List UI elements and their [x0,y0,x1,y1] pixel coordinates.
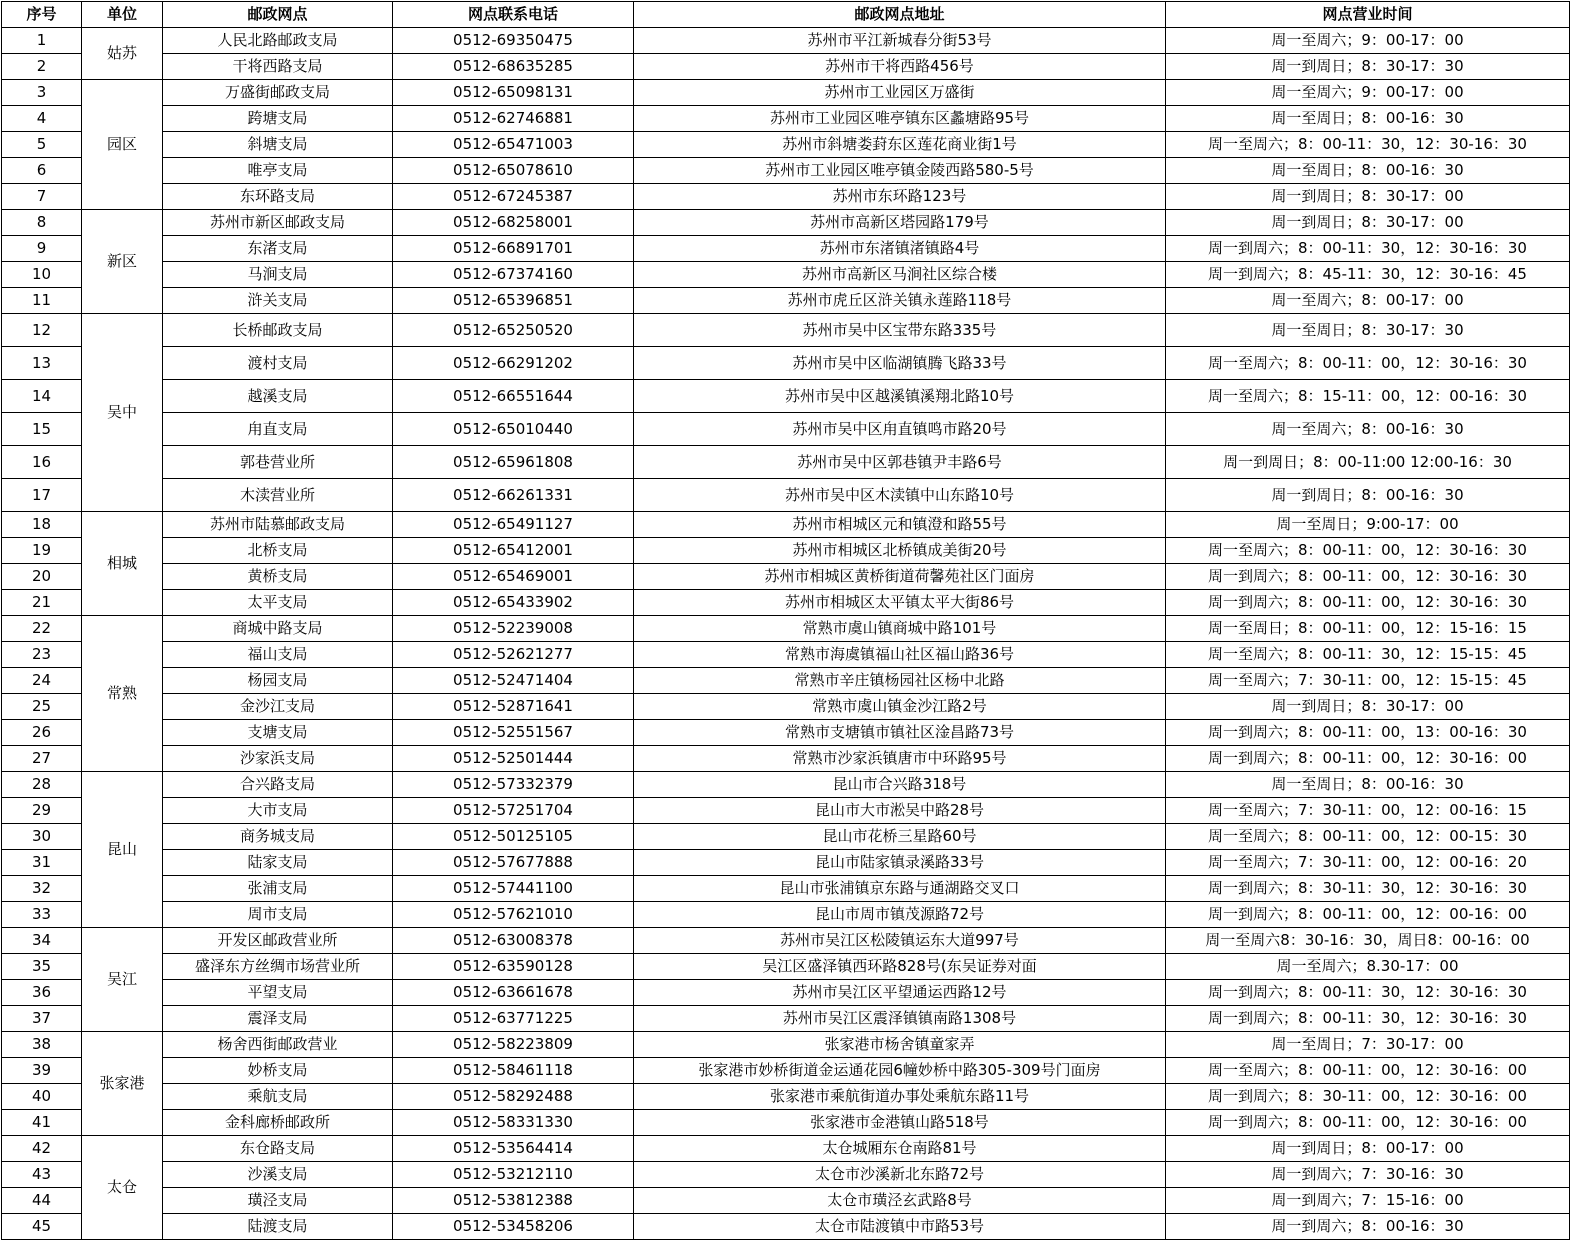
office-address: 昆山市陆家镇录溪路33号 [634,850,1166,876]
office-address: 苏州市吴江区平望通运西路12号 [634,980,1166,1006]
table-row [2,236,1570,262]
office-name: 唯亭支局 [163,158,393,184]
row-number: 1 [2,28,82,54]
table-body [2,28,1570,1240]
office-address: 苏州市平江新城春分街53号 [634,28,1166,54]
office-name: 陆渡支局 [163,1214,393,1240]
office-phone: 0512-67245387 [393,184,634,210]
row-number: 3 [2,80,82,106]
office-address: 苏州市相城区黄桥街道荷馨苑社区门面房 [634,564,1166,590]
office-name: 沙家浜支局 [163,746,393,772]
office-phone: 0512-65098131 [393,80,634,106]
office-phone: 0512-52871641 [393,694,634,720]
office-hours: 周一到周日；8：00-11:00 12:00-16：30 [1166,446,1570,479]
row-number: 4 [2,106,82,132]
unit-cell: 新区 [82,210,163,314]
office-name: 张浦支局 [163,876,393,902]
office-hours: 周一至周六；7：30-11：00，12：15-15：45 [1166,668,1570,694]
row-number: 22 [2,616,82,642]
office-phone: 0512-57251704 [393,798,634,824]
office-hours: 周一至周日；9:00-17：00 [1166,512,1570,538]
office-phone: 0512-53212110 [393,1162,634,1188]
office-phone: 0512-58331330 [393,1110,634,1136]
table-row [2,538,1570,564]
table-row [2,413,1570,446]
table-row [2,1188,1570,1214]
office-address: 常熟市海虞镇福山社区福山路36号 [634,642,1166,668]
table-row [2,564,1570,590]
office-phone: 0512-65469001 [393,564,634,590]
office-phone: 0512-65961808 [393,446,634,479]
row-number: 38 [2,1032,82,1058]
office-name: 木渎营业所 [163,479,393,512]
office-hours: 周一至周六；8：00-11：00，12：30-16：30 [1166,538,1570,564]
office-phone: 0512-65078610 [393,158,634,184]
row-number: 39 [2,1058,82,1084]
office-address: 昆山市花桥三星路60号 [634,824,1166,850]
row-number: 19 [2,538,82,564]
office-name: 万盛街邮政支局 [163,80,393,106]
office-name: 斜塘支局 [163,132,393,158]
row-number: 35 [2,954,82,980]
row-number: 33 [2,902,82,928]
row-number: 27 [2,746,82,772]
office-phone: 0512-69350475 [393,28,634,54]
table-row [2,184,1570,210]
unit-cell: 太仓 [82,1136,163,1240]
office-hours: 周一到周日；8：00-16：30 [1166,479,1570,512]
office-address: 常熟市虞山镇金沙江路2号 [634,694,1166,720]
office-name: 浒关支局 [163,288,393,314]
office-phone: 0512-57621010 [393,902,634,928]
office-phone: 0512-65010440 [393,413,634,446]
row-number: 11 [2,288,82,314]
office-phone: 0512-66291202 [393,347,634,380]
office-hours: 周一到周六；8：00-11：00，12：30-16：30 [1166,590,1570,616]
office-address: 苏州市吴中区临湖镇腾飞路33号 [634,347,1166,380]
office-name: 妙桥支局 [163,1058,393,1084]
office-name: 金沙江支局 [163,694,393,720]
office-address: 张家港市妙桥街道金运通花园6幢妙桥中路305-309号门面房 [634,1058,1166,1084]
office-address: 苏州市东渚镇渚镇路4号 [634,236,1166,262]
office-address: 苏州市吴江区震泽镇镇南路1308号 [634,1006,1166,1032]
table-row [2,616,1570,642]
office-hours: 周一至周六；8：00-11：30，12：15-15：45 [1166,642,1570,668]
office-phone: 0512-66551644 [393,380,634,413]
table-row [2,694,1570,720]
office-name: 乘航支局 [163,1084,393,1110]
office-name: 太平支局 [163,590,393,616]
unit-cell: 园区 [82,80,163,210]
office-hours: 周一到周六；8：00-11：30，12：30-16：30 [1166,236,1570,262]
office-hours: 周一到周六；8：00-16：30 [1166,1214,1570,1240]
office-address: 太仓城厢东仓南路81号 [634,1136,1166,1162]
table-row [2,1058,1570,1084]
office-hours: 周一至周六；8：00-11：00，12：00-15：30 [1166,824,1570,850]
office-name: 杨园支局 [163,668,393,694]
office-hours: 周一至周日；7：30-17：00 [1166,1032,1570,1058]
row-number: 34 [2,928,82,954]
table-row [2,668,1570,694]
office-phone: 0512-58292488 [393,1084,634,1110]
office-name: 沙溪支局 [163,1162,393,1188]
table-row [2,54,1570,80]
office-hours: 周一至周六；8：00-16：30 [1166,413,1570,446]
row-number: 21 [2,590,82,616]
office-name: 璜泾支局 [163,1188,393,1214]
office-name: 苏州市新区邮政支局 [163,210,393,236]
office-hours: 周一至周六；8.30-17：00 [1166,954,1570,980]
office-address: 苏州市工业园区万盛街 [634,80,1166,106]
office-phone: 0512-63008378 [393,928,634,954]
row-number: 23 [2,642,82,668]
office-phone: 0512-63590128 [393,954,634,980]
office-phone: 0512-67374160 [393,262,634,288]
office-address: 太仓市沙溪新北东路72号 [634,1162,1166,1188]
row-number: 17 [2,479,82,512]
office-name: 马涧支局 [163,262,393,288]
table-row [2,928,1570,954]
table-row [2,132,1570,158]
row-number: 31 [2,850,82,876]
office-address: 苏州市相城区元和镇澄和路55号 [634,512,1166,538]
table-row [2,824,1570,850]
office-hours: 周一至周日；8：00-16：30 [1166,772,1570,798]
office-address: 苏州市吴中区越溪镇溪翔北路10号 [634,380,1166,413]
table-row [2,106,1570,132]
table-row [2,158,1570,184]
table-row [2,720,1570,746]
row-number: 6 [2,158,82,184]
table-row [2,642,1570,668]
office-name: 商务城支局 [163,824,393,850]
row-number: 15 [2,413,82,446]
table-row [2,1110,1570,1136]
office-address: 常熟市支塘镇市镇社区淦昌路73号 [634,720,1166,746]
office-hours: 周一到周六；8：00-11：00，12：30-16：00 [1166,1110,1570,1136]
header-name: 邮政网点 [163,2,393,28]
office-address: 太仓市陆渡镇中市路53号 [634,1214,1166,1240]
office-hours: 周一到周日；8：00-17：00 [1166,1136,1570,1162]
office-phone: 0512-52551567 [393,720,634,746]
table-row [2,850,1570,876]
office-hours: 周一到周六；8：00-11：00，12：30-16：00 [1166,746,1570,772]
office-name: 商城中路支局 [163,616,393,642]
office-phone: 0512-57677888 [393,850,634,876]
office-hours: 周一到周六；8：30-11：30，12：30-16：30 [1166,876,1570,902]
office-address: 苏州市吴中区宝带东路335号 [634,314,1166,347]
office-hours: 周一至周六；7：30-11：00，12：00-16：15 [1166,798,1570,824]
table-row [2,262,1570,288]
office-address: 苏州市工业园区唯亭镇金陵西路580-5号 [634,158,1166,184]
table-row [2,314,1570,347]
unit-cell: 吴江 [82,928,163,1032]
row-number: 2 [2,54,82,80]
row-number: 44 [2,1188,82,1214]
office-phone: 0512-53458206 [393,1214,634,1240]
row-number: 9 [2,236,82,262]
office-phone: 0512-57441100 [393,876,634,902]
office-address: 苏州市吴中区甪直镇鸣市路20号 [634,413,1166,446]
office-address: 昆山市张浦镇京东路与通湖路交叉口 [634,876,1166,902]
office-address: 苏州市东环路123号 [634,184,1166,210]
office-hours: 周一到周日；8：30-17：00 [1166,184,1570,210]
office-hours: 周一到周日；8：30-17：30 [1166,54,1570,80]
office-name: 东渚支局 [163,236,393,262]
table-row [2,380,1570,413]
office-name: 东仓路支局 [163,1136,393,1162]
office-phone: 0512-58461118 [393,1058,634,1084]
row-number: 7 [2,184,82,210]
office-phone: 0512-52501444 [393,746,634,772]
office-phone: 0512-52471404 [393,668,634,694]
office-name: 开发区邮政营业所 [163,928,393,954]
row-number: 13 [2,347,82,380]
unit-cell: 张家港 [82,1032,163,1136]
office-address: 苏州市斜塘娄葑东区莲花商业街1号 [634,132,1166,158]
office-phone: 0512-68258001 [393,210,634,236]
office-hours: 周一至周六；9：00-17：00 [1166,28,1570,54]
table-row [2,28,1570,54]
office-phone: 0512-68635285 [393,54,634,80]
office-hours: 周一至周六；8：00-11：00，12：30-16：30 [1166,347,1570,380]
header-hours: 网点营业时间 [1166,2,1570,28]
office-name: 福山支局 [163,642,393,668]
office-address: 昆山市大市淞吴中路28号 [634,798,1166,824]
row-number: 12 [2,314,82,347]
post-office-table [1,1,1570,1240]
office-address: 苏州市吴中区木渎镇中山东路10号 [634,479,1166,512]
table-row [2,902,1570,928]
unit-cell: 吴中 [82,314,163,512]
office-phone: 0512-65433902 [393,590,634,616]
office-address: 苏州市吴江区松陵镇运东大道997号 [634,928,1166,954]
table-row [2,512,1570,538]
office-hours: 周一到周日；8：30-17：00 [1166,210,1570,236]
row-number: 10 [2,262,82,288]
row-number: 16 [2,446,82,479]
row-number: 42 [2,1136,82,1162]
office-hours: 周一到周六；8：00-11：30，12：30-16：30 [1166,1006,1570,1032]
header-row [2,2,1570,28]
office-hours: 周一至周六；8：00-17：00 [1166,288,1570,314]
office-hours: 周一至周六8：30-16：30，周日8：00-16：00 [1166,928,1570,954]
unit-cell: 相城 [82,512,163,616]
header-phone: 网点联系电话 [393,2,634,28]
table-row [2,479,1570,512]
header-address: 邮政网点地址 [634,2,1166,28]
office-address: 苏州市虎丘区浒关镇永莲路118号 [634,288,1166,314]
table-row [2,980,1570,1006]
office-address: 苏州市高新区马涧社区综合楼 [634,262,1166,288]
table-row [2,446,1570,479]
office-address: 昆山市周市镇茂源路72号 [634,902,1166,928]
office-name: 合兴路支局 [163,772,393,798]
unit-cell: 昆山 [82,772,163,928]
unit-cell: 常熟 [82,616,163,772]
row-number: 40 [2,1084,82,1110]
office-phone: 0512-65412001 [393,538,634,564]
row-number: 5 [2,132,82,158]
office-hours: 周一到周日；8：30-17：00 [1166,694,1570,720]
table-row [2,1006,1570,1032]
row-number: 18 [2,512,82,538]
office-address: 苏州市相城区北桥镇成美街20号 [634,538,1166,564]
row-number: 43 [2,1162,82,1188]
table-row [2,1162,1570,1188]
office-hours: 周一至周六；8：15-11：00，12：00-16：30 [1166,380,1570,413]
office-name: 大市支局 [163,798,393,824]
row-number: 28 [2,772,82,798]
row-number: 30 [2,824,82,850]
office-hours: 周一到周六；7：15-16：00 [1166,1188,1570,1214]
office-hours: 周一至周日；8：00-16：30 [1166,158,1570,184]
table-row [2,1084,1570,1110]
table-row [2,1136,1570,1162]
office-name: 黄桥支局 [163,564,393,590]
row-number: 20 [2,564,82,590]
office-name: 郭巷营业所 [163,446,393,479]
table-row [2,1214,1570,1240]
office-phone: 0512-65250520 [393,314,634,347]
office-name: 苏州市陆慕邮政支局 [163,512,393,538]
office-hours: 周一至周六；7：30-11：00，12：00-16：20 [1166,850,1570,876]
office-phone: 0512-53812388 [393,1188,634,1214]
office-address: 张家港市乘航街道办事处乘航东路11号 [634,1084,1166,1110]
office-hours: 周一到周六；8：00-11：00，12：00-16：00 [1166,902,1570,928]
office-address: 苏州市干将西路456号 [634,54,1166,80]
row-number: 32 [2,876,82,902]
office-hours: 周一到周六；8：30-11：00，12：30-16：00 [1166,1084,1570,1110]
office-phone: 0512-66891701 [393,236,634,262]
office-phone: 0512-65396851 [393,288,634,314]
office-name: 渡村支局 [163,347,393,380]
office-phone: 0512-63661678 [393,980,634,1006]
office-address: 苏州市高新区塔园路179号 [634,210,1166,236]
office-name: 盛泽东方丝绸市场营业所 [163,954,393,980]
office-phone: 0512-53564414 [393,1136,634,1162]
office-name: 震泽支局 [163,1006,393,1032]
office-hours: 周一到周六；7：30-16：30 [1166,1162,1570,1188]
office-phone: 0512-52239008 [393,616,634,642]
office-address: 苏州市工业园区唯亭镇东区蠡塘路95号 [634,106,1166,132]
table-row [2,746,1570,772]
row-number: 24 [2,668,82,694]
office-address: 太仓市璜泾玄武路8号 [634,1188,1166,1214]
office-name: 支塘支局 [163,720,393,746]
office-name: 跨塘支局 [163,106,393,132]
office-phone: 0512-58223809 [393,1032,634,1058]
office-phone: 0512-50125105 [393,824,634,850]
table-row [2,347,1570,380]
office-address: 吴江区盛泽镇西环路828号(东吴证券对面 [634,954,1166,980]
row-number: 14 [2,380,82,413]
office-hours: 周一至周六；8：00-11：30，12：30-16：30 [1166,132,1570,158]
table-row [2,1032,1570,1058]
table-row [2,288,1570,314]
office-address: 昆山市合兴路318号 [634,772,1166,798]
office-address: 常熟市沙家浜镇唐市中环路95号 [634,746,1166,772]
office-name: 周市支局 [163,902,393,928]
office-name: 平望支局 [163,980,393,1006]
office-phone: 0512-66261331 [393,479,634,512]
row-number: 45 [2,1214,82,1240]
office-phone: 0512-62746881 [393,106,634,132]
row-number: 37 [2,1006,82,1032]
office-phone: 0512-65471003 [393,132,634,158]
table-row [2,954,1570,980]
header-no: 序号 [2,2,82,28]
office-address: 苏州市吴中区郭巷镇尹丰路6号 [634,446,1166,479]
row-number: 26 [2,720,82,746]
office-name: 甪直支局 [163,413,393,446]
office-hours: 周一至周六；9：00-17：00 [1166,80,1570,106]
office-name: 长桥邮政支局 [163,314,393,347]
office-phone: 0512-57332379 [393,772,634,798]
row-number: 29 [2,798,82,824]
office-name: 东环路支局 [163,184,393,210]
unit-cell: 姑苏 [82,28,163,80]
row-number: 8 [2,210,82,236]
office-name: 干将西路支局 [163,54,393,80]
table-row [2,876,1570,902]
office-address: 苏州市相城区太平镇太平大街86号 [634,590,1166,616]
table-row [2,798,1570,824]
office-hours: 周一至周六；8：00-11：00，12：30-16：00 [1166,1058,1570,1084]
office-name: 杨舍西街邮政营业 [163,1032,393,1058]
office-name: 陆家支局 [163,850,393,876]
office-hours: 周一到周六；8：45-11：30，12：30-16：45 [1166,262,1570,288]
row-number: 41 [2,1110,82,1136]
table-row [2,210,1570,236]
office-address: 常熟市辛庄镇杨园社区杨中北路 [634,668,1166,694]
office-phone: 0512-65491127 [393,512,634,538]
office-hours: 周一到周六；8：00-11：30，12：30-16：30 [1166,980,1570,1006]
table-row [2,772,1570,798]
office-address: 张家港市杨舍镇童家弄 [634,1032,1166,1058]
table-row [2,80,1570,106]
table-row [2,590,1570,616]
office-hours: 周一到周六；8：00-11：00，12：30-16：30 [1166,564,1570,590]
office-hours: 周一至周日；8：00-11：00，12：15-16：15 [1166,616,1570,642]
office-hours: 周一到周六；8：00-11：00，13：00-16：30 [1166,720,1570,746]
office-hours: 周一至周日；8：00-16：30 [1166,106,1570,132]
row-number: 36 [2,980,82,1006]
office-address: 常熟市虞山镇商城中路101号 [634,616,1166,642]
office-phone: 0512-52621277 [393,642,634,668]
office-name: 人民北路邮政支局 [163,28,393,54]
office-name: 北桥支局 [163,538,393,564]
row-number: 25 [2,694,82,720]
office-name: 越溪支局 [163,380,393,413]
office-name: 金科廊桥邮政所 [163,1110,393,1136]
office-phone: 0512-63771225 [393,1006,634,1032]
office-hours: 周一至周日；8：30-17：30 [1166,314,1570,347]
office-address: 张家港市金港镇山路518号 [634,1110,1166,1136]
header-unit: 单位 [82,2,163,28]
